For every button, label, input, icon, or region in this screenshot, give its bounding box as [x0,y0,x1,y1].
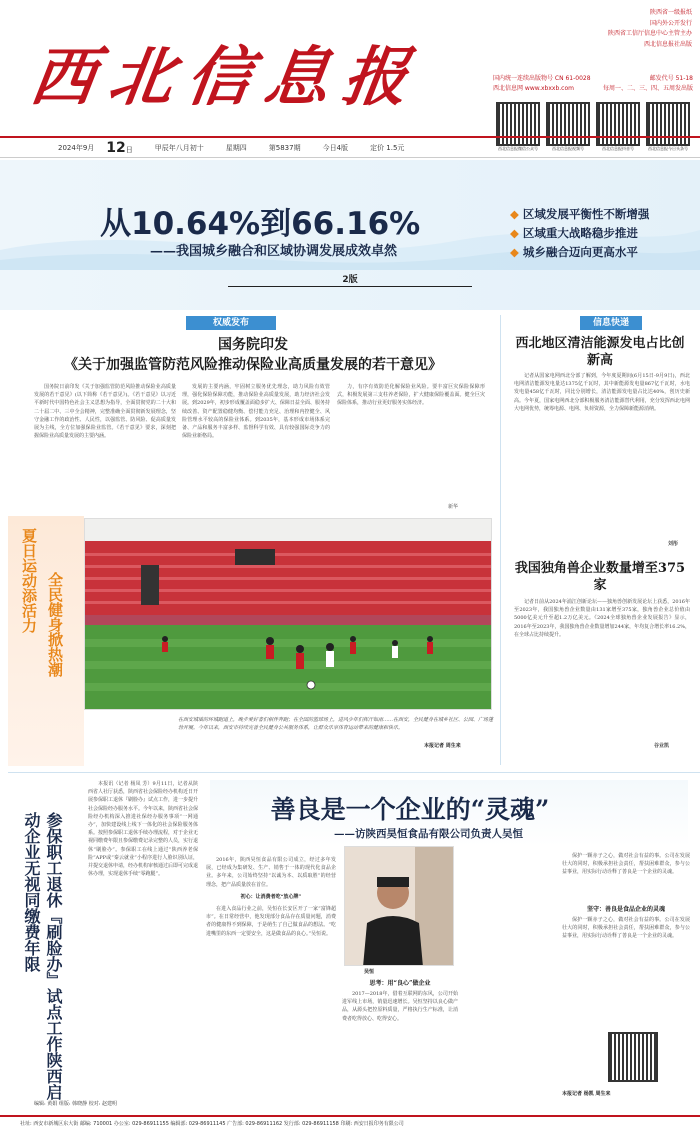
bottom-left-vertical-title[interactable]: 参保职工退休『刷脸办』试点工作陕西启动企业无视同缴费年限 [22,812,63,1100]
feature-col-3-cont: 保护一颗赤子之心，做对社会有益的事。公司在发展壮大的同时，积极承担社会责任，帮扶困难群众，参与公益事业，用实际行动诠释了善良是一个企业的灵魂。 [562,917,690,940]
photo-caption: 在西安城墙的环城跑道上，晚步爱好者们相伴奔跑；在全国的篮球场上，进风少年们挥汗如雨……在西安，全民健身在城乡社区、公园、广场蓬勃开展。今年以来，西安市持续完善全民健身公共服务体系，让群众乐享体育运动带来的健康和快乐。 [178,717,494,731]
footer [0,1115,700,1136]
authority-author: 新华 [448,504,459,510]
feature-col-2: 2017—2018年，借着互联网的东风，公司开始进军线上市场，销量迅速增长。吴恒坚持以良心做产品，从源头把控原料质量，严格执行生产标准，让消费者吃得放心、吃得安心。 [342,991,458,1022]
qr-code[interactable]: 西北信息报微信公众号 [496,102,540,152]
issue-number: 第5837期 [268,143,301,152]
authority-col-1: 国务院日前印发《关于加强监管防范风险推动保险业高质量发展的若干意见》(以下简称《若干意见》)。《若干意见》以习近平新时代中国特色社会主义思想为指导，全面贯彻党的二十大和二十届二中、三中全会精神，完整准确全面贯彻新发展理念，坚守金融工作的政治性、人民性，以强监管、防风险、促高质量发展为主线，全方位加强保险业监管。《若干意见》要求，深刻把握保险业高质量发展的主要内涵。 [34,384,176,440]
editor-line: 编辑: 黄娟 组版: 韩晓静 校对: 赵建明 [34,1101,118,1107]
express-author-2: 谷业凯 [654,743,670,749]
qr-code[interactable]: 西北信息报抖音号 [596,102,640,152]
photo-side-title-1: 夏日运动添活力 [20,528,38,633]
feature-qr-icon[interactable] [608,1032,658,1082]
website-link[interactable]: 西北信息网 www.xbxxb.com [493,85,574,92]
authority-title-1[interactable]: 国务院印发 [218,337,288,353]
express-author-1: 刘彤 [668,541,679,547]
qr-code[interactable]: 西北信息报视频号 [546,102,590,152]
feature-subtitle: ——访陕西昊恒食品有限公司负责人吴恒 [334,828,523,840]
diamond-icon: ◆ [510,245,519,259]
authority-col-2: 发展的主要内涵，牢固树立服务优先理念，助力风险有效管理，强化保险保障功能，推动保险业高质量发展，助力经济社会发展。到2029年，初步形成覆盖面稳步扩大、保障日益全面、服务持续改善、资产配置稳健均衡、偿付能力充足、治理和内控健全、风险管理水平较高的保险业体系。到2035年，基本形成市场体系完备、产品和服务丰富多样、监督科学有效、具有较强国际竞争力的保险业新格局。 [182,384,330,440]
express-body-1: 记者从国家电网西北分部了解到，今年度夏期间(6月15日-9月9日)，西北电网清洁能源发电量达1375亿千瓦时，其中新能源发电量867亿千瓦时，水电发电量458亿千瓦时，同比分别增长，清洁能源发电量占比达40%，创历史新高。今年夏，国家电网西北分部积极服务清洁能源替代利用，充分发挥西北电网大电网优势，统筹电源、电网、负荷资源，全力保障新能源消纳。 [514,373,690,412]
express-title-1[interactable]: 西北地区清洁能源发电占比创新高 [515,336,685,368]
page-reference[interactable]: 2版 [342,275,358,285]
registration-bar [493,74,693,94]
post-code: 邮发代号 51-18 [649,75,693,82]
photo-author: 本报记者 周生来 [424,743,461,749]
hero-title: 从10.64%到66.16% [100,206,421,242]
feature-subhead-3: 坚守：善良是食品企业的灵魂 [586,906,665,913]
feature-col-3: 保护一颗赤子之心，做对社会有益的事。公司在发展壮大的同时，积极承担社会责任，帮扶困难群众，参与公益事业，用实际行动诠释了善良是一个企业的灵魂。 [562,853,690,876]
schedule: 每周一、二、三、四、五周发出版 [602,85,693,92]
feature-col-1: 2016年，陕西昊恒食品有限公司成立，经过多年发展，已经成为集研发、生产、销售于一体的现代化食品企业。多年来，公司始终坚持“以诚为本、以质取胜”的经营理念，把产品质量放在首位。 初心：让消费者吃“放心牌” 在进入食品行业之前，吴恒在长安区开了一家“富锋超市”。在日常经营中，他发现部分食品存在质量问题，消费者的健康得不到保障，于是萌生了自己做食品的想法。“吃进嘴里的东西一定要安全，这是做食品的良心。”吴恒说。 [206,857,336,937]
portrait-illustration [345,847,454,966]
feature-title[interactable]: 善良是一个企业的“灵魂” [270,795,550,824]
section-label-express: 信息快递 [580,316,642,330]
bottom-left-body: 本报讯（记者 杨凤 芳）9月11日，记者从陕西省人社厅获悉，陕西省社会保险经办机构近日开展参保职工退休『刷脸办』试点工作，进一步提升社会保险经办服务水平。今年以来，陕西省社会保险经办机构深入推进社保经办服务事项“一网通办”，加快建设线上线下一体化的社会保险服务体系。按照参保职工退休手续办理流程，对于企业无视同缴费年限且参保缴费记录完整的人员，实行退休“刷脸办”。参保职工在线上通过“陕西养老保险”APP或“秦云就业”小程序进行人脸识别认证，并提交退休申请，经办机构审核通过后即可完成退休办理，实现退休手续“零跑腿”。 [88,781,198,878]
pub-line: 国内外公开发行 [649,19,692,27]
lunar-date: 甲辰年八月初十 [154,143,204,152]
hero-subtitle: ——我国城乡融合和区域协调发展成效卓然 [150,244,398,259]
date-day: 12日 [106,139,133,156]
qr-code[interactable]: 西北信息报今日头条号 [646,102,690,152]
divider [8,772,700,773]
hero-bullet: ◆ 城乡融合迈向更高水平 [510,245,638,259]
publication-info [608,8,692,50]
feature-reporter: 本报记者 杨凯 周生来 [562,1091,611,1097]
authority-title-2[interactable]: 《关于加强监管防范风险推动保险业高质量发展的若干意见》 [64,357,442,373]
portrait-caption: 吴恒 [364,969,375,975]
footer-line: 社址: 西安市新城区东大街 邮编: 710001 办公室: 029-86911155 编辑部: 029-86911145 广告部: 029-86911162 发行部: 029-86911158 印刷: 西安日报印务有限公司 [20,1121,404,1127]
date-year-month: 2024年9月 [58,143,95,152]
photo-side-title-2: 全民健身掀热潮 [46,572,64,677]
diamond-icon: ◆ [510,226,519,240]
price: 定价 1.5元 [370,143,405,152]
pub-line: 陕西省工信厅信息中心主管主办 [607,30,692,37]
page-count: 今日4版 [322,143,349,152]
stadium-illustration [85,519,492,710]
portrait-photo [344,846,454,966]
pub-line: 西北信息报社出版 [643,40,692,48]
dateline [0,136,700,158]
express-body-2: 记者日前从2024年浦江创新论坛——独角兽创新发展论坛上获悉，2016年至2023年，我国独角兽企业数量由131家增至375家，独角兽企业总价值由5000亿美元升至超1.2万亿美元。《2024全球独角兽企业发展报告》显示，2016年至2023年，我国独角兽企业数量增加244家，年均复合增长率16.2%，在全球占比持续提升。 [514,599,690,638]
masthead-logo: 西北信息报 [25,40,426,115]
diamond-icon: ◆ [510,207,519,221]
hero-bullet: ◆ 区域发展平衡性不断增强 [510,207,650,221]
feature-subhead-1: 初心：让消费者吃“放心牌” [240,893,302,900]
authority-col-3: 力，有序有效防范化解保险业风险。要丰富巨灾保险保障形式，积极发展第三支柱养老保险，扩大健康保险覆盖面。健全巨灾保险体系，推动行业更好服务实体经济。 [337,384,485,407]
stadium-photo [84,518,492,710]
hero-bullet: ◆ 区域重大战略稳步推进 [510,226,638,240]
express-title-2[interactable]: 我国独角兽企业数量增至375家 [514,561,686,593]
weekday: 星期四 [225,143,247,152]
section-label-authority: 权威发布 [186,316,276,330]
column-divider [500,315,501,765]
divider [228,286,472,287]
feature-subhead-2: 思考：用“良心”做企业 [369,980,431,987]
cn-number: 国内统一连续出版物号 CN 61-0028 [493,75,591,82]
hero-bullets [510,205,649,262]
pub-line: 陕西省一级报纸 [649,9,692,16]
